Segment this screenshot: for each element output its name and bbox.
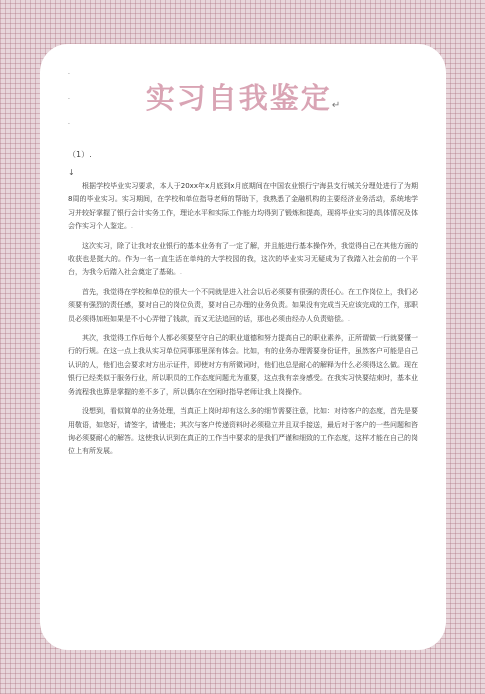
blank-line: ↓ — [68, 168, 75, 177]
paragraph: 没想到，看似简单的业务处理，当真正上岗时却有这么多的细节需要注意，比如：对待客户的态度，首先是要用敬语，如您好，请签字，请慢走；其次与客户传递资料时必须稳立并且双手接送，最后对于客户的一些问题和咨询必须要耐心的解答。这使我认识到在真正的工作当中要求的是我们严谨和细致的工作态度，这样才能在自己的岗位上有所发展。 — [68, 407, 418, 456]
paragraph: 这次实习，除了让我对农业银行的基本业务有了一定了解，并且能进行基本操作外，我觉得自己在其他方面的收获也是挺大的。作为一名一直生活在单纯的大学校园的我，这次的毕业实习无疑成为了我踏入社会前的一个平台，为我今后踏入社会奠定了基础。. — [68, 241, 418, 277]
title-row — [40, 76, 446, 117]
paragraph: 其次，我觉得工作后每个人都必须要坚守自己的职业道德和努力提高自己的职业素养，正所谓做一行就要懂一行的行规。在这一点上我从实习单位同事那里深有体会。比如，有的业务办理需要身份证件，虽然客户可能是自己认识的人，他们也会要求对方出示证件，即使对方有所微词时，他们也总是耐心的解释为什么必须得这么做。现在银行已经类似于服务行业，所以职员的工作态度问题尤为重要，这点我有亲身感受。在我实习快要结束时，基本业务流程我也算是掌握的差不多了，所以偶尔在空闲时指导老师让我上岗操作。 — [68, 334, 418, 396]
return-mark: ↵ — [331, 100, 341, 111]
section-label: （1）. — [68, 150, 92, 159]
page-title: 实习自我鉴定 — [145, 81, 332, 115]
blank-mark: . — [68, 69, 70, 76]
document-page — [40, 44, 446, 650]
blank-mark: . — [68, 94, 70, 101]
paragraph: 根据学校毕业实习要求，本人于20xx年x月底到x月底期间在中国农业银行宁海县支行城关分理处进行了为期8周的毕业实习。实习期间，在学校和单位指导老师的帮助下，我熟悉了金融机构的主要经济业务活动，系统地学习并较好掌握了银行会计实务工作，理论水平和实际工作能力均得到了锻炼和提高，现将毕业实习的具体情况及体会作实习个人鉴定。. — [68, 182, 418, 231]
paragraph: 首先，我觉得在学校和单位的很大一个不同就是进入社会以后必须要有很强的责任心。在工作岗位上，我们必须要有强烈的责任感，要对自己的岗位负责，要对自己办理的业务负责。如果没有完成当天应该完成的工作，那职员必须得加班如果是不小心弄错了钱款，而又无法追回的话，那也必须由经办人负责赔偿。. — [68, 287, 418, 323]
blank-mark: . — [68, 119, 70, 126]
